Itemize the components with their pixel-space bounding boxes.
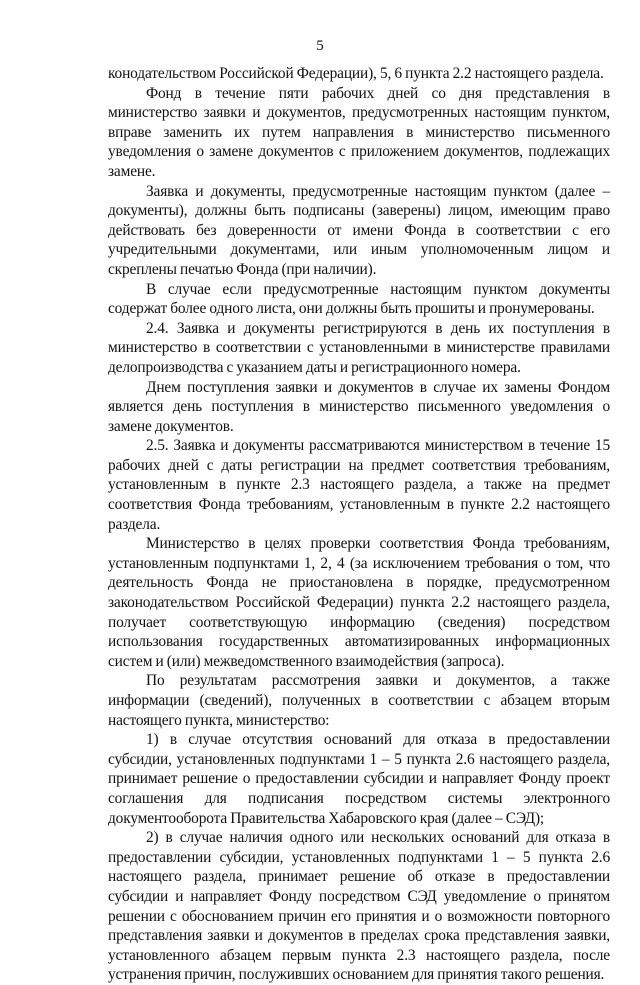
paragraph: Министерство в целях проверки соответствия Фонда требованиям, установленным подпунктами 1, 2, 4 (за исключением требования о том, что деятельность Фонда не приостановлена в порядке, предусмотренном законодательством Российской Федерации) пункта 2.2 настоящего раздела, получает соответствующую информацию (сведения) посредством использования государственных автоматизированных информационных систем и (или) межведомственного взаимодействия (запроса). (108, 535, 610, 670)
paragraph: Фонд в течение пяти рабочих дней со дня представления в министерство заявки и документов, предусмотренных настоящим пунктом, вправе заменить их путем направления в министерство письменного уведомления о замене документов с приложением документов, подлежащих замене. (108, 84, 610, 180)
document-body (108, 64, 610, 985)
paragraph: Заявка и документы, предусмотренные настоящим пунктом (далее – документы), должны быть подписаны (заверены) лицом, имеющим право действовать без доверенности от имени Фонда в соответствии с его учредительными документами, или иным уполномоченным лицом и скреплены печатью Фонда (при наличии). (108, 182, 610, 278)
paragraph: 1) в случае отсутствия оснований для отказа в предоставлении субсидии, установленных подпунктами 1 – 5 пункта 2.6 настоящего раздела, принимает решение о предоставлении субсидии и направляет Фонду проект соглашения для подписания посредством системы электронного документооборота Правительства Хабаровского края (далее – СЭД); (108, 731, 610, 827)
paragraph: Днем поступления заявки и документов в случае их замены Фондом является день поступления в министерство письменного уведомления о замене документов. (108, 378, 610, 435)
paragraph: 2.4. Заявка и документы регистрируются в день их поступления в министерство в соответствии с установленными в министерстве правилами делопроизводства с указанием даты и регистрационного номера. (108, 319, 610, 376)
paragraph: конодательством Российской Федерации), 5, 6 пункта 2.2 настоящего раздела. (108, 65, 604, 82)
page-number: 5 (316, 38, 324, 54)
paragraph: 2) в случае наличия одного или нескольких оснований для отказа в предоставлении субсидии, установленных подпунктами 1 – 5 пункта 2.6 настоящего раздела, принимает решение об отказе в предоставлении субсидии и направляет Фонду посредством СЭД уведомление о принятом решении с обоснованием причин его принятия и о возможности повторного представления заявки и документов в пределах срока представления заявки, установленного абзацем первым пункта 2.3 настоящего раздела, после устранения причин, послуживших основанием для принятия такого решения. (108, 829, 610, 984)
paragraph: 2.5. Заявка и документы рассматриваются министерством в течение 15 рабочих дней с даты регистрации на предмет соответствия требованиям, установленным в пункте 2.3 настоящего раздела, а также на предмет соответствия Фонда требованиям, установленным в пункте 2.2 настоящего раздела. (108, 437, 610, 533)
paragraph: По результатам рассмотрения заявки и документов, а также информации (сведений), полученных в соответствии с абзацем вторым настоящего пункта, министерство: (108, 672, 610, 729)
paragraph: В случае если предусмотренные настоящим пунктом документы содержат более одного листа, они должны быть прошиты и пронумерованы. (108, 280, 610, 318)
